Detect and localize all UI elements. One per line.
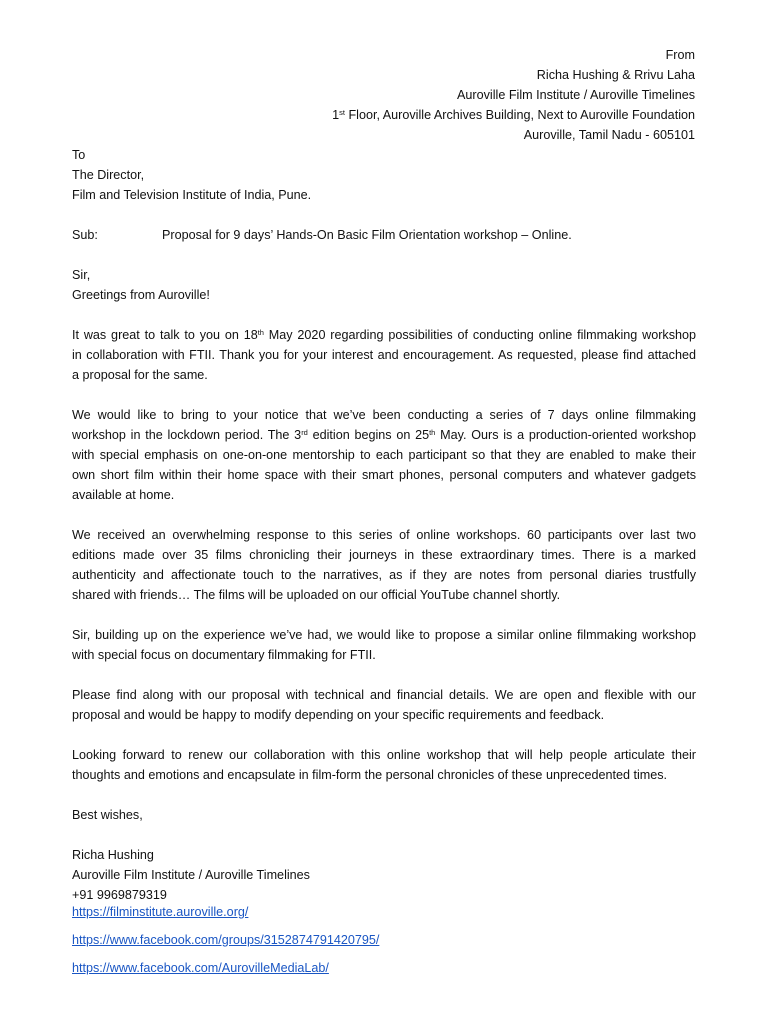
greeting: Greetings from Auroville! bbox=[72, 288, 210, 302]
p1-line-1: It was great to talk to you on 18th May 2020 regarding possibilities of conducting online filmmaking workshop bbox=[72, 328, 697, 342]
recipient-title: The Director, bbox=[72, 168, 145, 182]
p2-line-4: own short film within their home space with their smart phones, personal computers and whatever gadgets bbox=[72, 468, 696, 482]
subject-label: Sub: bbox=[72, 228, 98, 242]
p3-line-2: editions made over 35 films chronicling their journeys in these extraordinary times. There is a marked bbox=[72, 548, 696, 562]
p6-line-2: thoughts and emotions and encapsulate in film-form the personal chronicles of these unprecedented times. bbox=[72, 768, 668, 782]
p2-line-1: We would like to bring to your notice that we’ve been conducting a series of 7 days online filmmaking bbox=[72, 408, 696, 422]
p3-line-4: shared with friends… The films will be uploaded on our official YouTube channel shortly. bbox=[72, 588, 561, 602]
signature-org: Auroville Film Institute / Auroville Timelines bbox=[72, 868, 310, 882]
p4-line-2: with special focus on documentary filmmaking for FTII. bbox=[72, 648, 376, 662]
p2-line-5: available at home. bbox=[72, 488, 175, 502]
p1-line-3: a proposal for the same. bbox=[72, 368, 208, 382]
facebook-group-link[interactable]: https://www.facebook.com/groups/3152874791420795/ bbox=[72, 933, 380, 947]
p5-line-1: Please find along with our proposal with technical and financial details. We are open and flexible with our bbox=[72, 688, 696, 702]
closing: Best wishes, bbox=[72, 808, 143, 822]
p2-line-2: workshop in the lockdown period. The 3rd edition begins on 25th May. Ours is a production-oriented workshop bbox=[72, 428, 697, 442]
sender-label: From bbox=[665, 48, 695, 62]
p5-line-2: proposal and would be happy to modify depending on your specific requirements and feedback. bbox=[72, 708, 605, 722]
recipient-org: Film and Television Institute of India, Pune. bbox=[72, 188, 312, 202]
p1-line-2: in collaboration with FTII. Thank you for your interest and encouragement. As requested, please find attached bbox=[72, 348, 696, 362]
recipient-label: To bbox=[72, 148, 86, 162]
p2-line-3: with special emphasis on one-on-one mentorship to each participant so that they are enabled to make their bbox=[72, 448, 696, 462]
facebook-page-link[interactable]: https://www.facebook.com/AurovilleMediaLab/ bbox=[72, 961, 329, 975]
p3-line-1: We received an overwhelming response to this series of online workshops. 60 participants over last two bbox=[72, 528, 696, 542]
signature-phone: +91 9969879319 bbox=[72, 888, 167, 902]
sender-address-num: 1 bbox=[332, 108, 340, 122]
sender-address bbox=[332, 105, 695, 125]
sender-address-sup: st bbox=[339, 108, 345, 117]
sender-names: Richa Hushing & Rrivu Laha bbox=[536, 68, 695, 82]
salutation: Sir, bbox=[72, 268, 91, 282]
signature-name: Richa Hushing bbox=[72, 848, 154, 862]
sender-address-rest: Floor, Auroville Archives Building, Next to Auroville Foundation bbox=[344, 108, 695, 122]
p3-line-3: authenticity and affectionate touch to the narratives, as if they are notes from personal diaries trustfully bbox=[72, 568, 696, 582]
sender-org: Auroville Film Institute / Auroville Timelines bbox=[457, 88, 695, 102]
subject-text: Proposal for 9 days’ Hands-On Basic Film Orientation workshop – Online. bbox=[162, 228, 572, 242]
p4-line-1: Sir, building up on the experience we’ve had, we would like to propose a similar online filmmaking workshop bbox=[72, 628, 696, 642]
website-link[interactable]: https://filminstitute.auroville.org/ bbox=[72, 905, 249, 919]
p6-line-1: Looking forward to renew our collaboration with this online workshop that will help people articulate their bbox=[72, 748, 696, 762]
sender-city: Auroville, Tamil Nadu - 605101 bbox=[523, 128, 695, 142]
